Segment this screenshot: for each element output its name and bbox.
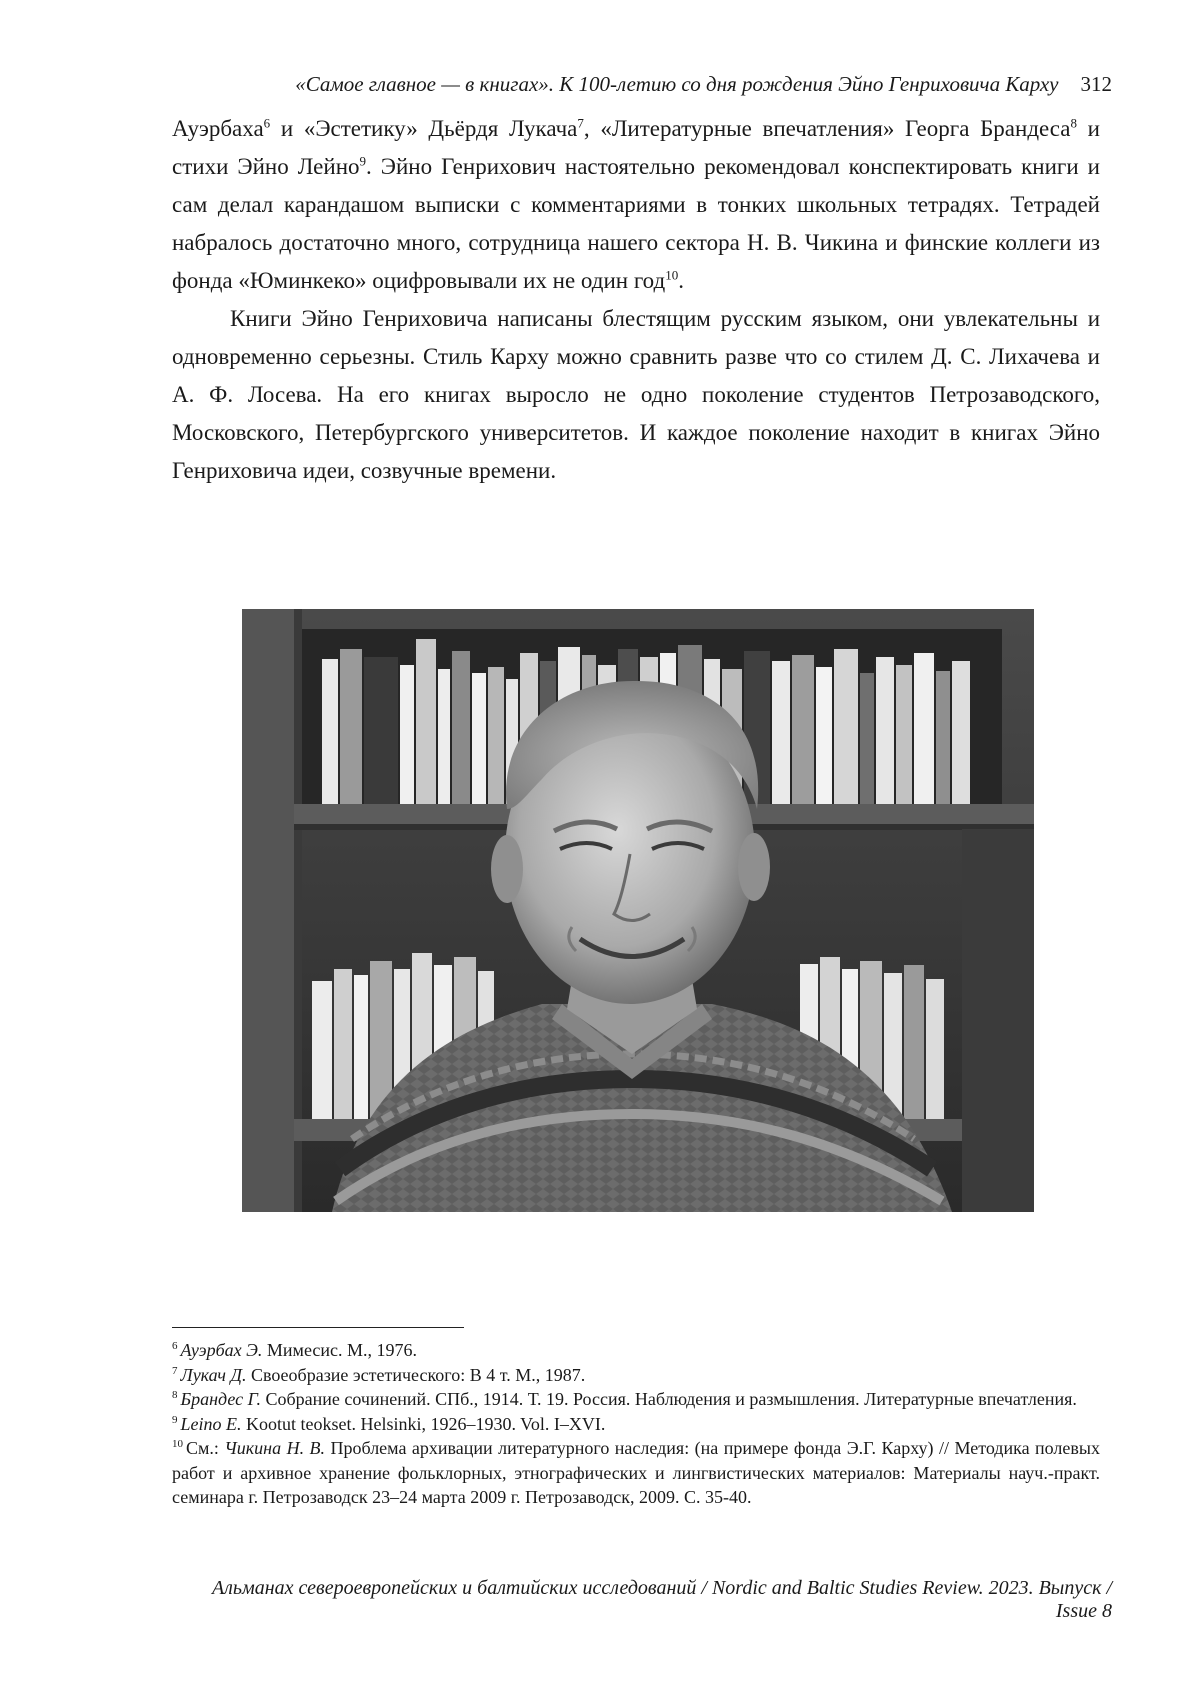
- footnote-text: Мимесис. М., 1976.: [262, 1340, 418, 1360]
- paragraph-1-text-4: и стихи Эйно Лейно: [172, 116, 1100, 179]
- footnote-9: [172, 1412, 1100, 1437]
- footnote-7: [172, 1363, 1100, 1388]
- footnote-number: 6: [172, 1340, 178, 1352]
- paragraph-1-text-2: и «Эстетику» Дьёрдя Лукача: [270, 116, 578, 141]
- footnote-number: 10: [172, 1438, 183, 1450]
- running-head: [170, 72, 1112, 97]
- footnote-prefix: См.:: [186, 1438, 225, 1458]
- footnote-author: Leino E.: [180, 1413, 242, 1434]
- running-head-title: «Самое главное — в книгах». К 100-летию со дня рождения Эйно Генриховича Карху: [295, 72, 1059, 96]
- footnote-text: Собрание сочинений. СПб., 1914. Т. 19. Россия. Наблюдения и размышления. Литературные впечатления.: [261, 1389, 1077, 1409]
- running-foot: Альманах североевропейских и балтийских исследований / Nordic and Baltic Studies Review. 2023. Выпуск / Issue 8: [211, 1577, 1112, 1622]
- footnotes: [172, 1338, 1100, 1510]
- footnote-text: Своеобразие эстетического: В 4 т. М., 1987.: [246, 1364, 586, 1385]
- footnote-number: 8: [172, 1389, 178, 1401]
- paragraph-2: Книги Эйно Генриховича написаны блестящим русским языком, они увлекательны и одновременно серьезны. Стиль Карху можно сравнить разве что со стилем Д. С. Лихачева и А. Ф. Лосева. На его книгах выросло не одно поколение студентов Петрозаводского, Московского, Петербургского университетов. И каждое поколение находит в книгах Эйно Генриховича идеи, созвучные времени.: [172, 306, 1100, 483]
- footnote-10: [172, 1436, 1100, 1510]
- footnote-ref-9[interactable]: 9: [359, 153, 367, 169]
- footnote-author: Ауэрбах Э.: [180, 1340, 263, 1360]
- body-text: [172, 110, 1100, 490]
- paragraph-1-text-6: .: [678, 268, 684, 293]
- portrait-photo-image: [242, 609, 1034, 1212]
- footnote-author: Брандес Г.: [180, 1389, 261, 1409]
- footnote-author: Лукач Д.: [180, 1364, 247, 1385]
- portrait-photo: [242, 609, 1034, 1212]
- page-number: 312: [1080, 72, 1112, 96]
- footnote-6: [172, 1338, 1100, 1363]
- footnote-ref-7[interactable]: 7: [577, 115, 584, 131]
- footnote-ref-6[interactable]: 6: [263, 115, 271, 131]
- footnote-8: [172, 1387, 1100, 1412]
- footnote-ref-10[interactable]: 10: [665, 267, 679, 283]
- paragraph-1-text-5: . Эйно Генрихович настоятельно рекомендовал конспектировать книги и сам делал карандашом выписки с комментариями в тонких школьных тетрадях. Тетрадей набралось достаточно много, сотрудница нашего сектора Н. В. Чикина и финские коллеги из фонда «Юминкеко» оцифровывали их не один год: [172, 154, 1100, 293]
- footnote-number: 7: [172, 1364, 178, 1377]
- footnote-separator: [172, 1327, 464, 1328]
- footnote-text: Проблема архивации литературного наследия: (на примере фонда Э.Г. Карху) // Методика полевых работ и архивное хранение фольклорных, этнографических и лингвистических материалов: Материалы науч.-практ. семинара г. Петрозаводск 23–24 марта 2009 г. Петрозаводск, 2009. С. 35-40.: [172, 1438, 1100, 1507]
- footnote-author: Чикина Н. В.: [224, 1438, 326, 1458]
- paragraph-1-text-3: , «Литературные впечатления» Георга Брандеса: [583, 116, 1071, 141]
- footnote-number: 9: [172, 1413, 178, 1426]
- paragraph-1-text-1: Ауэрбаха: [172, 116, 264, 141]
- footnote-ref-8[interactable]: 8: [1070, 115, 1077, 131]
- footnote-text: Kootut teokset. Helsinki, 1926–1930. Vol. I–XVI.: [241, 1413, 606, 1434]
- paragraph-1: [172, 110, 1100, 300]
